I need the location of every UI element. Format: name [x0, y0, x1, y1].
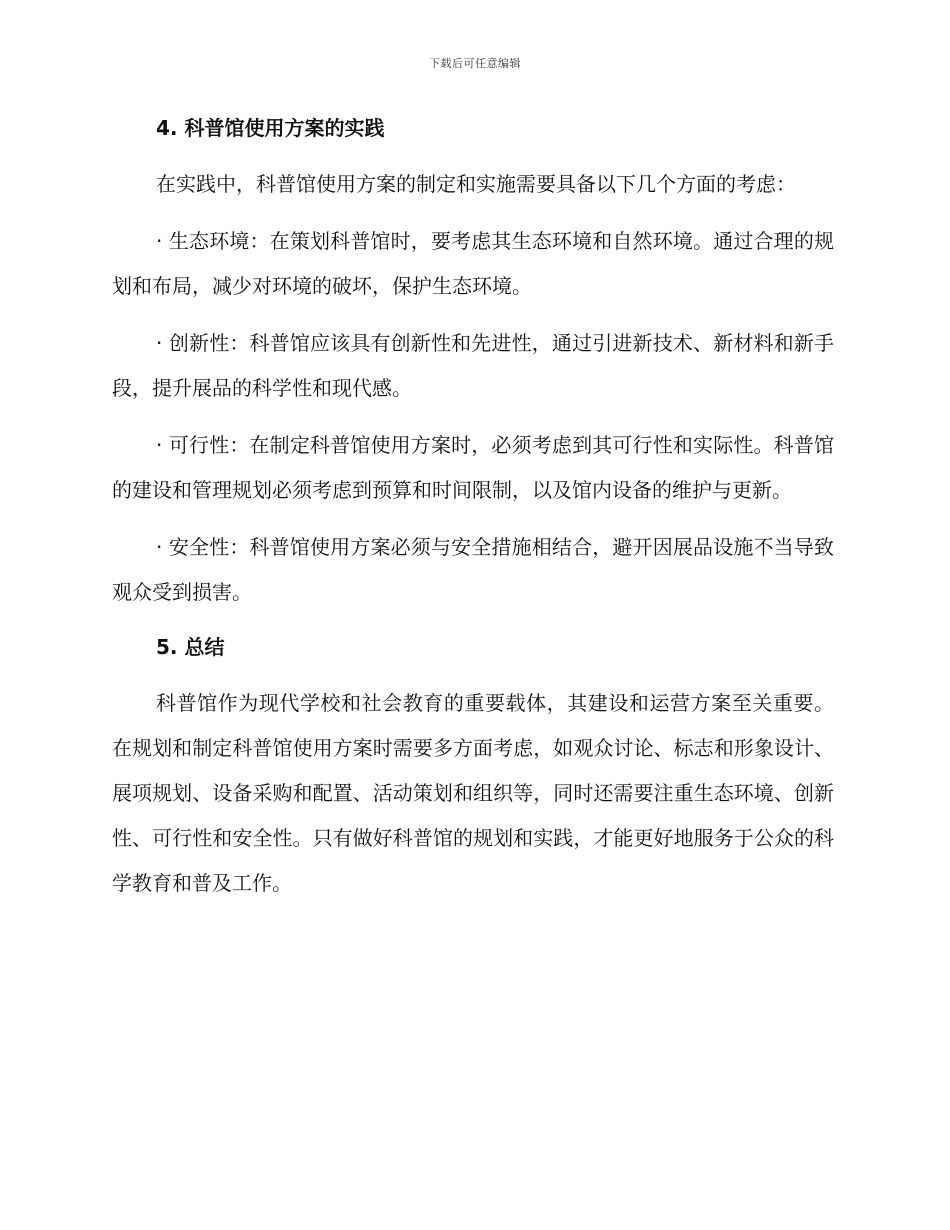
section-practice — [112, 108, 834, 615]
bullet-safety: · 安全性：科普馆使用方案必须与安全措施相结合，避开因展品设施不当导致观众受到损害。 — [112, 535, 834, 604]
document-body — [112, 108, 834, 906]
bullet-innovation: · 创新性：科普馆应该具有创新性和先进性，通过引进新技术、新材料和新手段，提升展品的科学性和现代感。 — [112, 331, 834, 400]
section-heading: 5. 总结 — [156, 635, 225, 659]
paragraph-summary: 科普馆作为现代学校和社会教育的重要载体，其建设和运营方案至关重要。在规划和制定科普馆使用方案时需要多方面考虑，如观众讨论、标志和形象设计、展项规划、设备采购和配置、活动策划和组织等，同时还需要注重生态环境、创新性、可行性和安全性。只有做好科普馆的规划和实践，才能更好地服务于公众的科学教育和普及工作。 — [112, 691, 834, 895]
bullet-ecology: · 生态环境：在策划科普馆时，要考虑其生态环境和自然环境。通过合理的规划和布局，减少对环境的破坏，保护生态环境。 — [112, 229, 834, 298]
bullet-feasibility: · 可行性：在制定科普馆使用方案时，必须考虑到其可行性和实际性。科普馆的建设和管理规划必须考虑到预算和时间限制，以及馆内设备的维护与更新。 — [112, 433, 834, 502]
paragraph-intro: 在实践中，科普馆使用方案的制定和实施需要具备以下几个方面的考虑： — [156, 172, 796, 196]
section-heading: 4. 科普馆使用方案的实践 — [156, 116, 385, 140]
section-summary — [112, 627, 834, 906]
header-note: 下载后可任意编辑 — [429, 57, 521, 70]
